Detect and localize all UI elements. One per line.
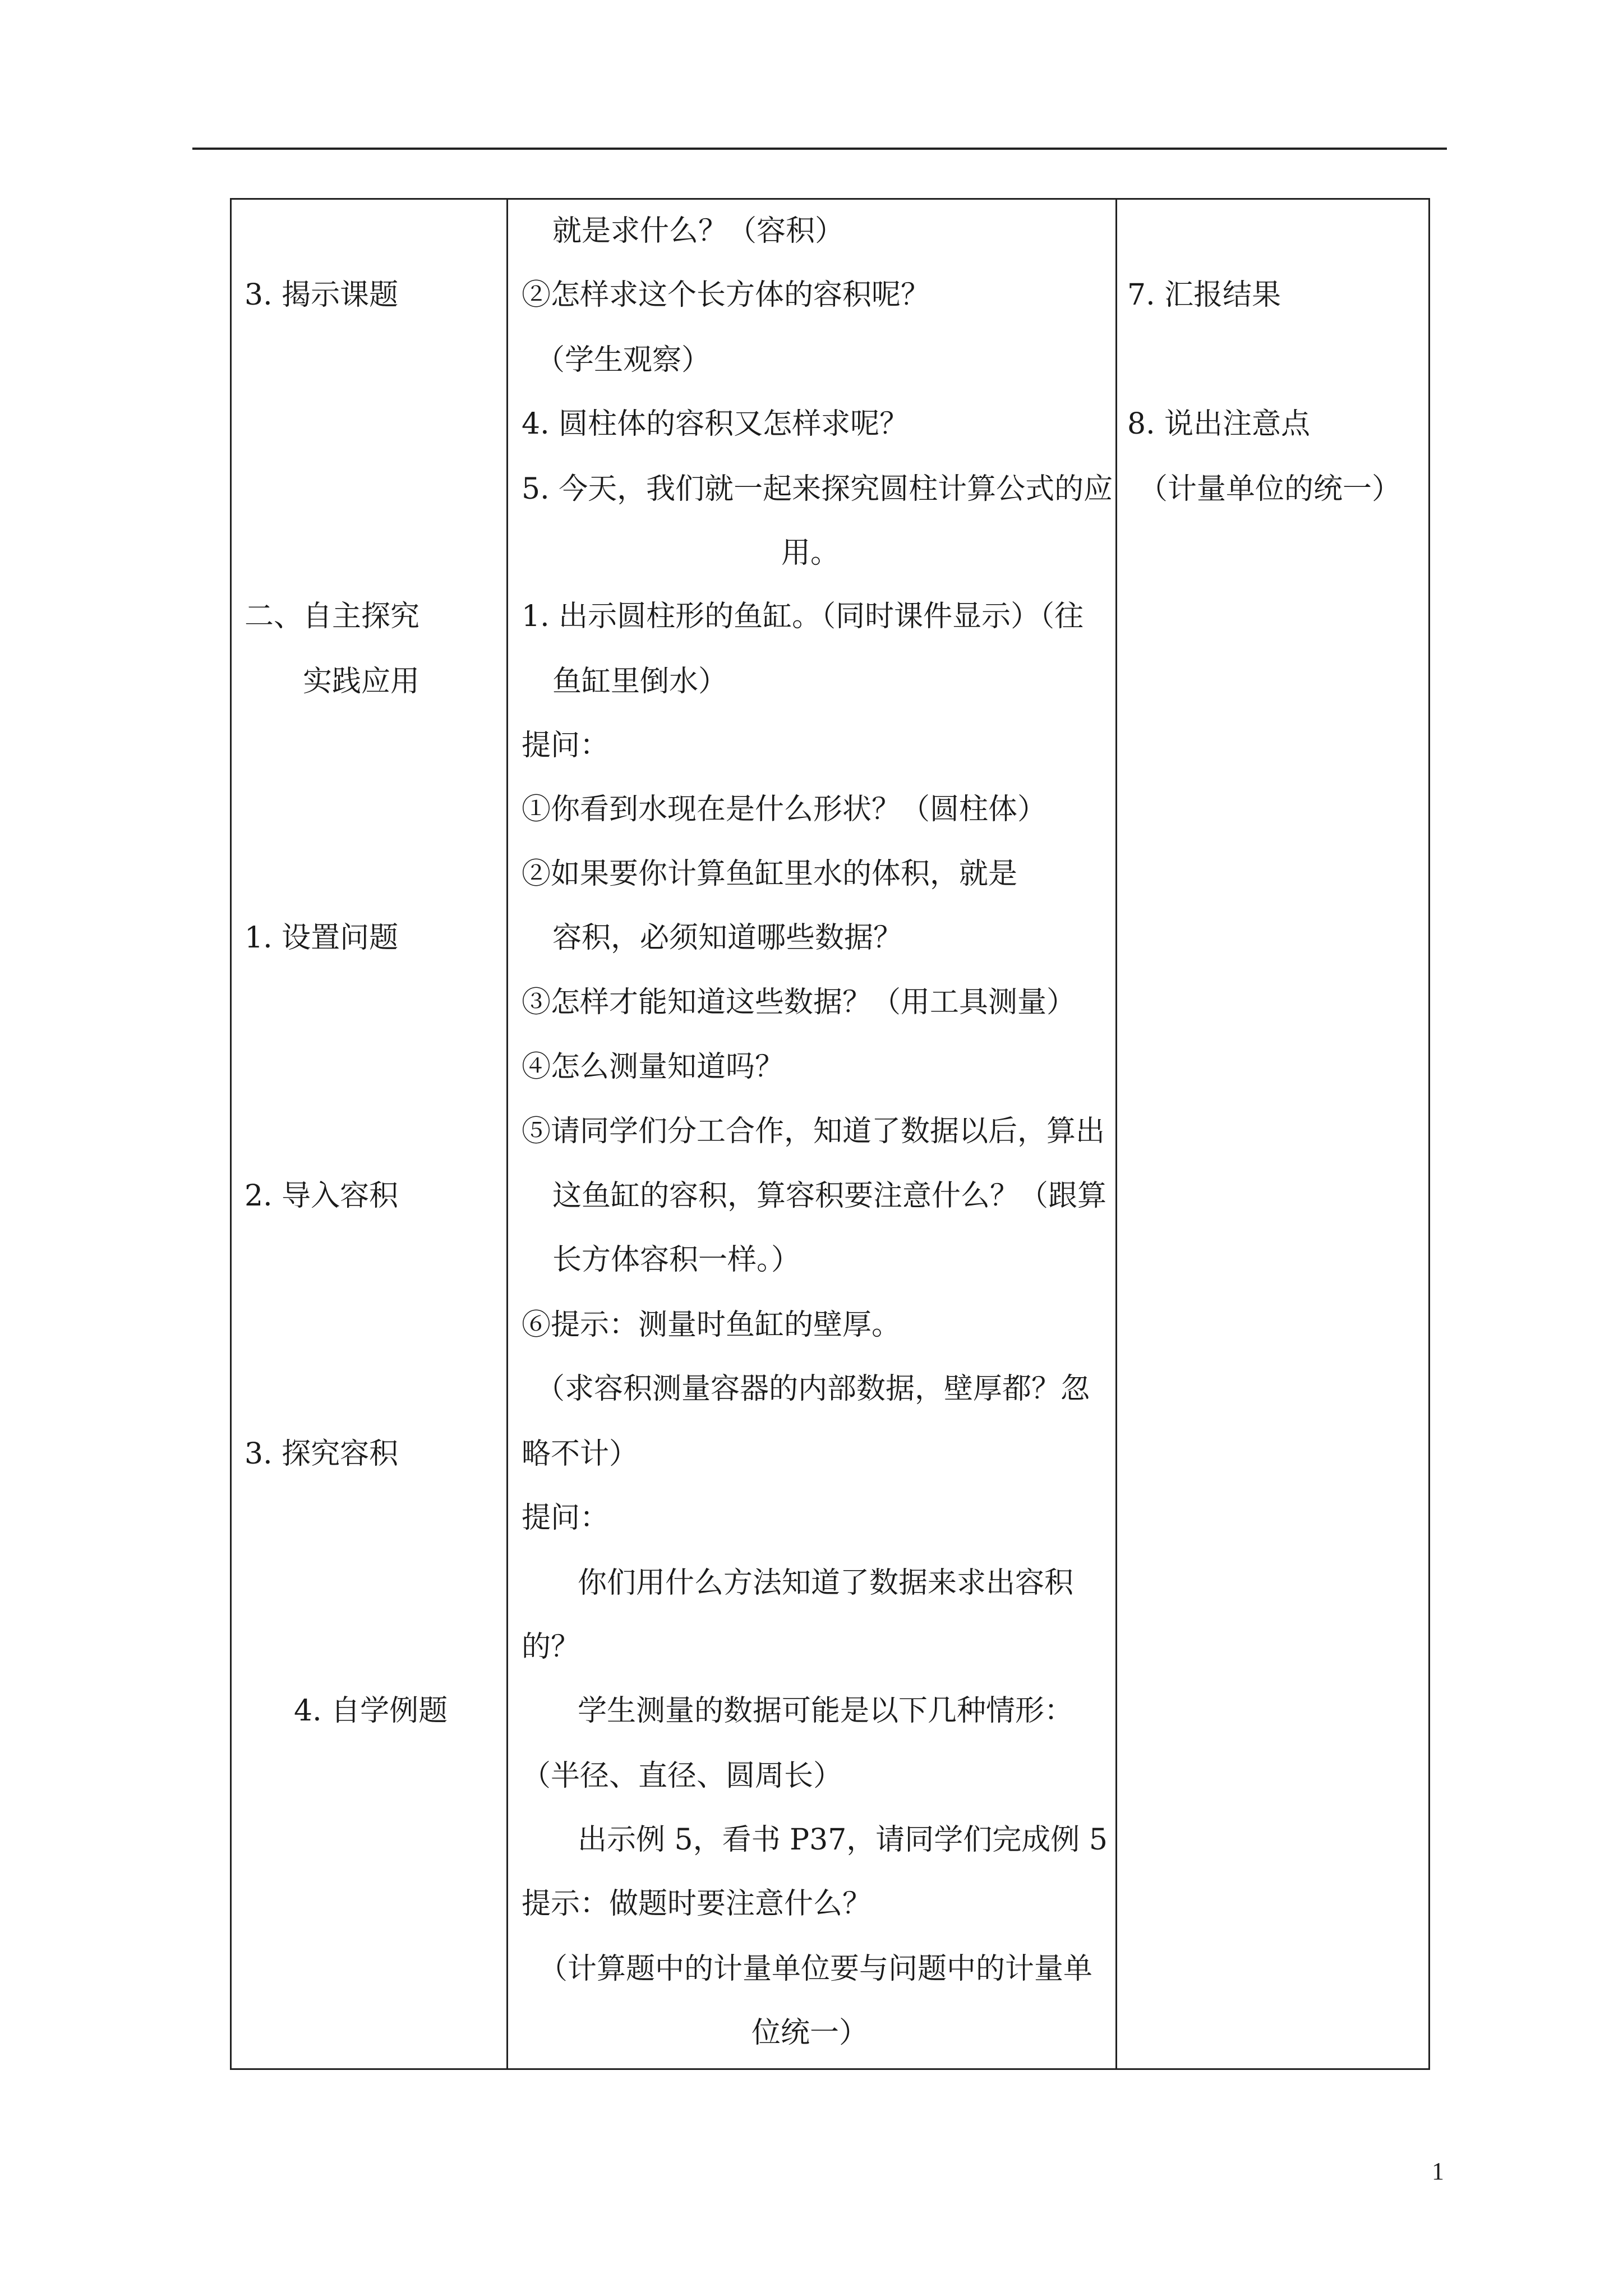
left-cell-text: 2. 导入容积 [245,1179,399,1213]
middle-cell-line: 1. 出示圆柱形的鱼缸。（同时课件显示）（往 [522,600,1084,633]
middle-cell-line: 鱼缸里倒水） [552,665,728,698]
middle-cell-line: 容积，必须知道哪些数据？ [552,921,903,955]
middle-cell-line: 5. 今天，我们就一起来探究圆柱计算公式的应 [522,472,1113,506]
middle-cell-line: ④怎么测量知道吗？ [522,1050,785,1084]
middle-cell-line: 出示例 5，看书 P37，请同学们完成例 5 [578,1823,1108,1857]
page-number: 1 [1432,2157,1444,2185]
column-divider-2 [1115,200,1117,2068]
middle-cell-line: 学生测量的数据可能是以下几种情形： [578,1694,1074,1728]
right-cell-text: 7. 汇报结果 [1127,278,1281,312]
right-cell-text: （计量单位的统一） [1138,472,1401,506]
middle-cell-line: 用。 [781,536,840,570]
middle-cell-line: 这鱼缸的容积，算容积要注意什么？（跟算 [552,1179,1107,1213]
middle-cell-line: 位统一） [751,2016,869,2050]
middle-cell-line: 长方体容积一样。） [552,1243,801,1277]
middle-cell-line: 提问： [522,1501,610,1535]
left-cell-text: 4. 自学例题 [294,1694,448,1728]
middle-cell-line: ③怎样才能知道这些数据？（用工具测量） [522,986,1076,1019]
middle-cell-line: ②怎样求这个长方体的容积呢？ [522,278,930,312]
middle-cell-line: 提示：做题时要注意什么？ [522,1887,872,1921]
middle-cell-line: （半径、直径、圆周长） [522,1759,843,1793]
middle-cell-line: （学生观察） [536,343,711,377]
middle-cell-line: ⑤请同学们分工合作，知道了数据以后，算出 [522,1115,1105,1148]
right-cell-text: 8. 说出注意点 [1127,407,1311,441]
middle-cell-line: ⑥提示：测量时鱼缸的壁厚。 [522,1308,901,1342]
middle-cell-line: 略不计） [522,1437,639,1471]
middle-cell-line: ①你看到水现在是什么形状？（圆柱体） [522,793,1047,826]
column-divider-1 [506,200,508,2068]
header-rule [192,148,1447,150]
middle-cell-line: 就是求什么？（容积） [552,214,845,248]
left-cell-text: 1. 设置问题 [245,921,399,955]
middle-cell-line: 4. 圆柱体的容积又怎样求呢？ [522,407,909,441]
middle-cell-line: 的？ [522,1630,580,1664]
middle-cell-line: 提问： [522,729,610,762]
middle-cell-line: 你们用什么方法知道了数据来求出容积 [578,1566,1074,1600]
left-cell-text: 二、自主探究 [245,600,420,633]
middle-cell-line: （计算题中的计量单位要与问题中的计量单 [538,1952,1093,1986]
middle-cell-line: ②如果要你计算鱼缸里水的体积，就是 [522,857,1018,891]
left-cell-text: 实践应用 [303,665,420,698]
left-cell-text: 3. 探究容积 [245,1437,399,1471]
middle-cell-line: （求容积测量容器的内部数据，壁厚都？忽 [536,1372,1090,1406]
left-cell-text: 3. 揭示课题 [245,278,399,312]
